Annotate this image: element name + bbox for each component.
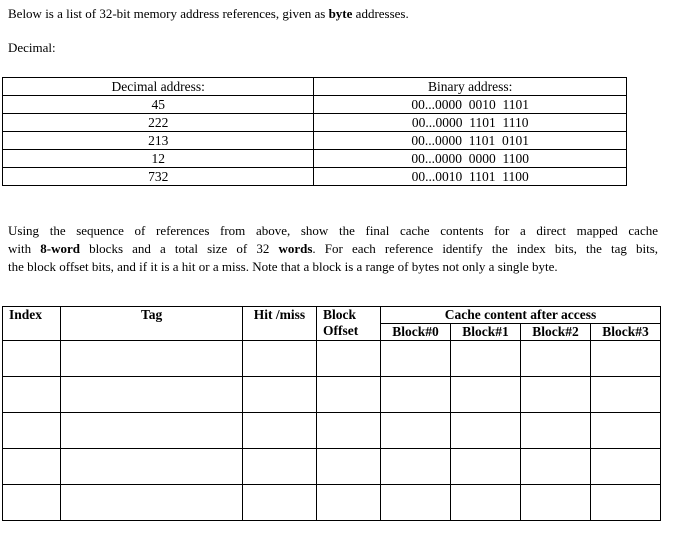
index-cell[interactable]	[3, 341, 61, 377]
header-block-0: Block#0	[381, 324, 451, 341]
header-block-3: Block#3	[590, 324, 660, 341]
header-block-offset: Block Offset	[317, 307, 381, 341]
hit-miss-cell[interactable]	[242, 485, 316, 521]
decimal-cell: 213	[3, 132, 314, 150]
hit-miss-cell[interactable]	[242, 341, 316, 377]
decimal-cell: 222	[3, 114, 314, 132]
decimal-label: Decimal:	[8, 40, 56, 55]
cache-row	[3, 413, 661, 449]
header-hit-miss: Hit /miss	[242, 307, 316, 341]
cache-row	[3, 341, 661, 377]
header-tag: Tag	[61, 307, 243, 341]
cache-table	[2, 306, 661, 521]
block-offset-cell[interactable]	[317, 449, 381, 485]
paragraph-line-3: the block offset bits, and if it is a hit or a miss. Note that a block is a range of bytes not only a single byte.	[8, 259, 558, 274]
block-0-cell[interactable]	[381, 341, 451, 377]
tag-cell[interactable]	[61, 341, 243, 377]
block-2-cell[interactable]	[520, 449, 590, 485]
decimal-cell: 732	[3, 168, 314, 186]
header-decimal-address: Decimal address:	[3, 78, 314, 96]
cache-row	[3, 449, 661, 485]
decimal-cell: 12	[3, 150, 314, 168]
block-1-cell[interactable]	[451, 449, 521, 485]
block-1-cell[interactable]	[451, 413, 521, 449]
paragraph-line-2: with 8-word blocks and a total size of 32 words. For each reference identify the index bits, the tag bits,	[8, 241, 658, 256]
tag-cell[interactable]	[61, 413, 243, 449]
block-0-cell[interactable]	[381, 485, 451, 521]
decimal-cell: 45	[3, 96, 314, 114]
binary-cell: 00...0000 0010 1101	[314, 96, 627, 114]
index-cell[interactable]	[3, 485, 61, 521]
header-binary-address: Binary address:	[314, 78, 627, 96]
intro-text: Below is a list of 32-bit memory address references, given as byte addresses.	[8, 6, 409, 21]
block-3-cell[interactable]	[590, 449, 660, 485]
address-row	[3, 168, 627, 186]
address-row	[3, 150, 627, 168]
block-0-cell[interactable]	[381, 449, 451, 485]
block-1-cell[interactable]	[451, 341, 521, 377]
instructions-paragraph	[8, 222, 658, 276]
block-3-cell[interactable]	[590, 485, 660, 521]
cache-row	[3, 485, 661, 521]
block-0-cell[interactable]	[381, 377, 451, 413]
tag-cell[interactable]	[61, 449, 243, 485]
hit-miss-cell[interactable]	[242, 413, 316, 449]
paragraph-line-1: Using the sequence of references from above, show the final cache contents for a direct mapped cache	[8, 223, 658, 238]
block-2-cell[interactable]	[520, 413, 590, 449]
block-0-cell[interactable]	[381, 413, 451, 449]
binary-cell: 00...0000 1101 1110	[314, 114, 627, 132]
header-block-1: Block#1	[451, 324, 521, 341]
index-cell[interactable]	[3, 413, 61, 449]
hit-miss-cell[interactable]	[242, 377, 316, 413]
header-block-2: Block#2	[520, 324, 590, 341]
binary-cell: 00...0010 1101 1100	[314, 168, 627, 186]
binary-cell: 00...0000 1101 0101	[314, 132, 627, 150]
block-3-cell[interactable]	[590, 377, 660, 413]
tag-cell[interactable]	[61, 377, 243, 413]
hit-miss-cell[interactable]	[242, 449, 316, 485]
block-1-cell[interactable]	[451, 377, 521, 413]
header-cache-content: Cache content after access	[381, 307, 661, 324]
block-offset-cell[interactable]	[317, 413, 381, 449]
address-row	[3, 114, 627, 132]
binary-cell: 00...0000 0000 1100	[314, 150, 627, 168]
block-offset-cell[interactable]	[317, 485, 381, 521]
intro-bold-byte: byte	[328, 6, 353, 21]
address-row	[3, 96, 627, 114]
block-1-cell[interactable]	[451, 485, 521, 521]
address-row	[3, 132, 627, 150]
header-index: Index	[3, 307, 61, 341]
index-cell[interactable]	[3, 377, 61, 413]
tag-cell[interactable]	[61, 485, 243, 521]
block-offset-cell[interactable]	[317, 377, 381, 413]
block-3-cell[interactable]	[590, 341, 660, 377]
block-2-cell[interactable]	[520, 377, 590, 413]
block-offset-cell[interactable]	[317, 341, 381, 377]
block-2-cell[interactable]	[520, 341, 590, 377]
address-table	[2, 77, 627, 186]
index-cell[interactable]	[3, 449, 61, 485]
block-2-cell[interactable]	[520, 485, 590, 521]
block-3-cell[interactable]	[590, 413, 660, 449]
cache-row	[3, 377, 661, 413]
